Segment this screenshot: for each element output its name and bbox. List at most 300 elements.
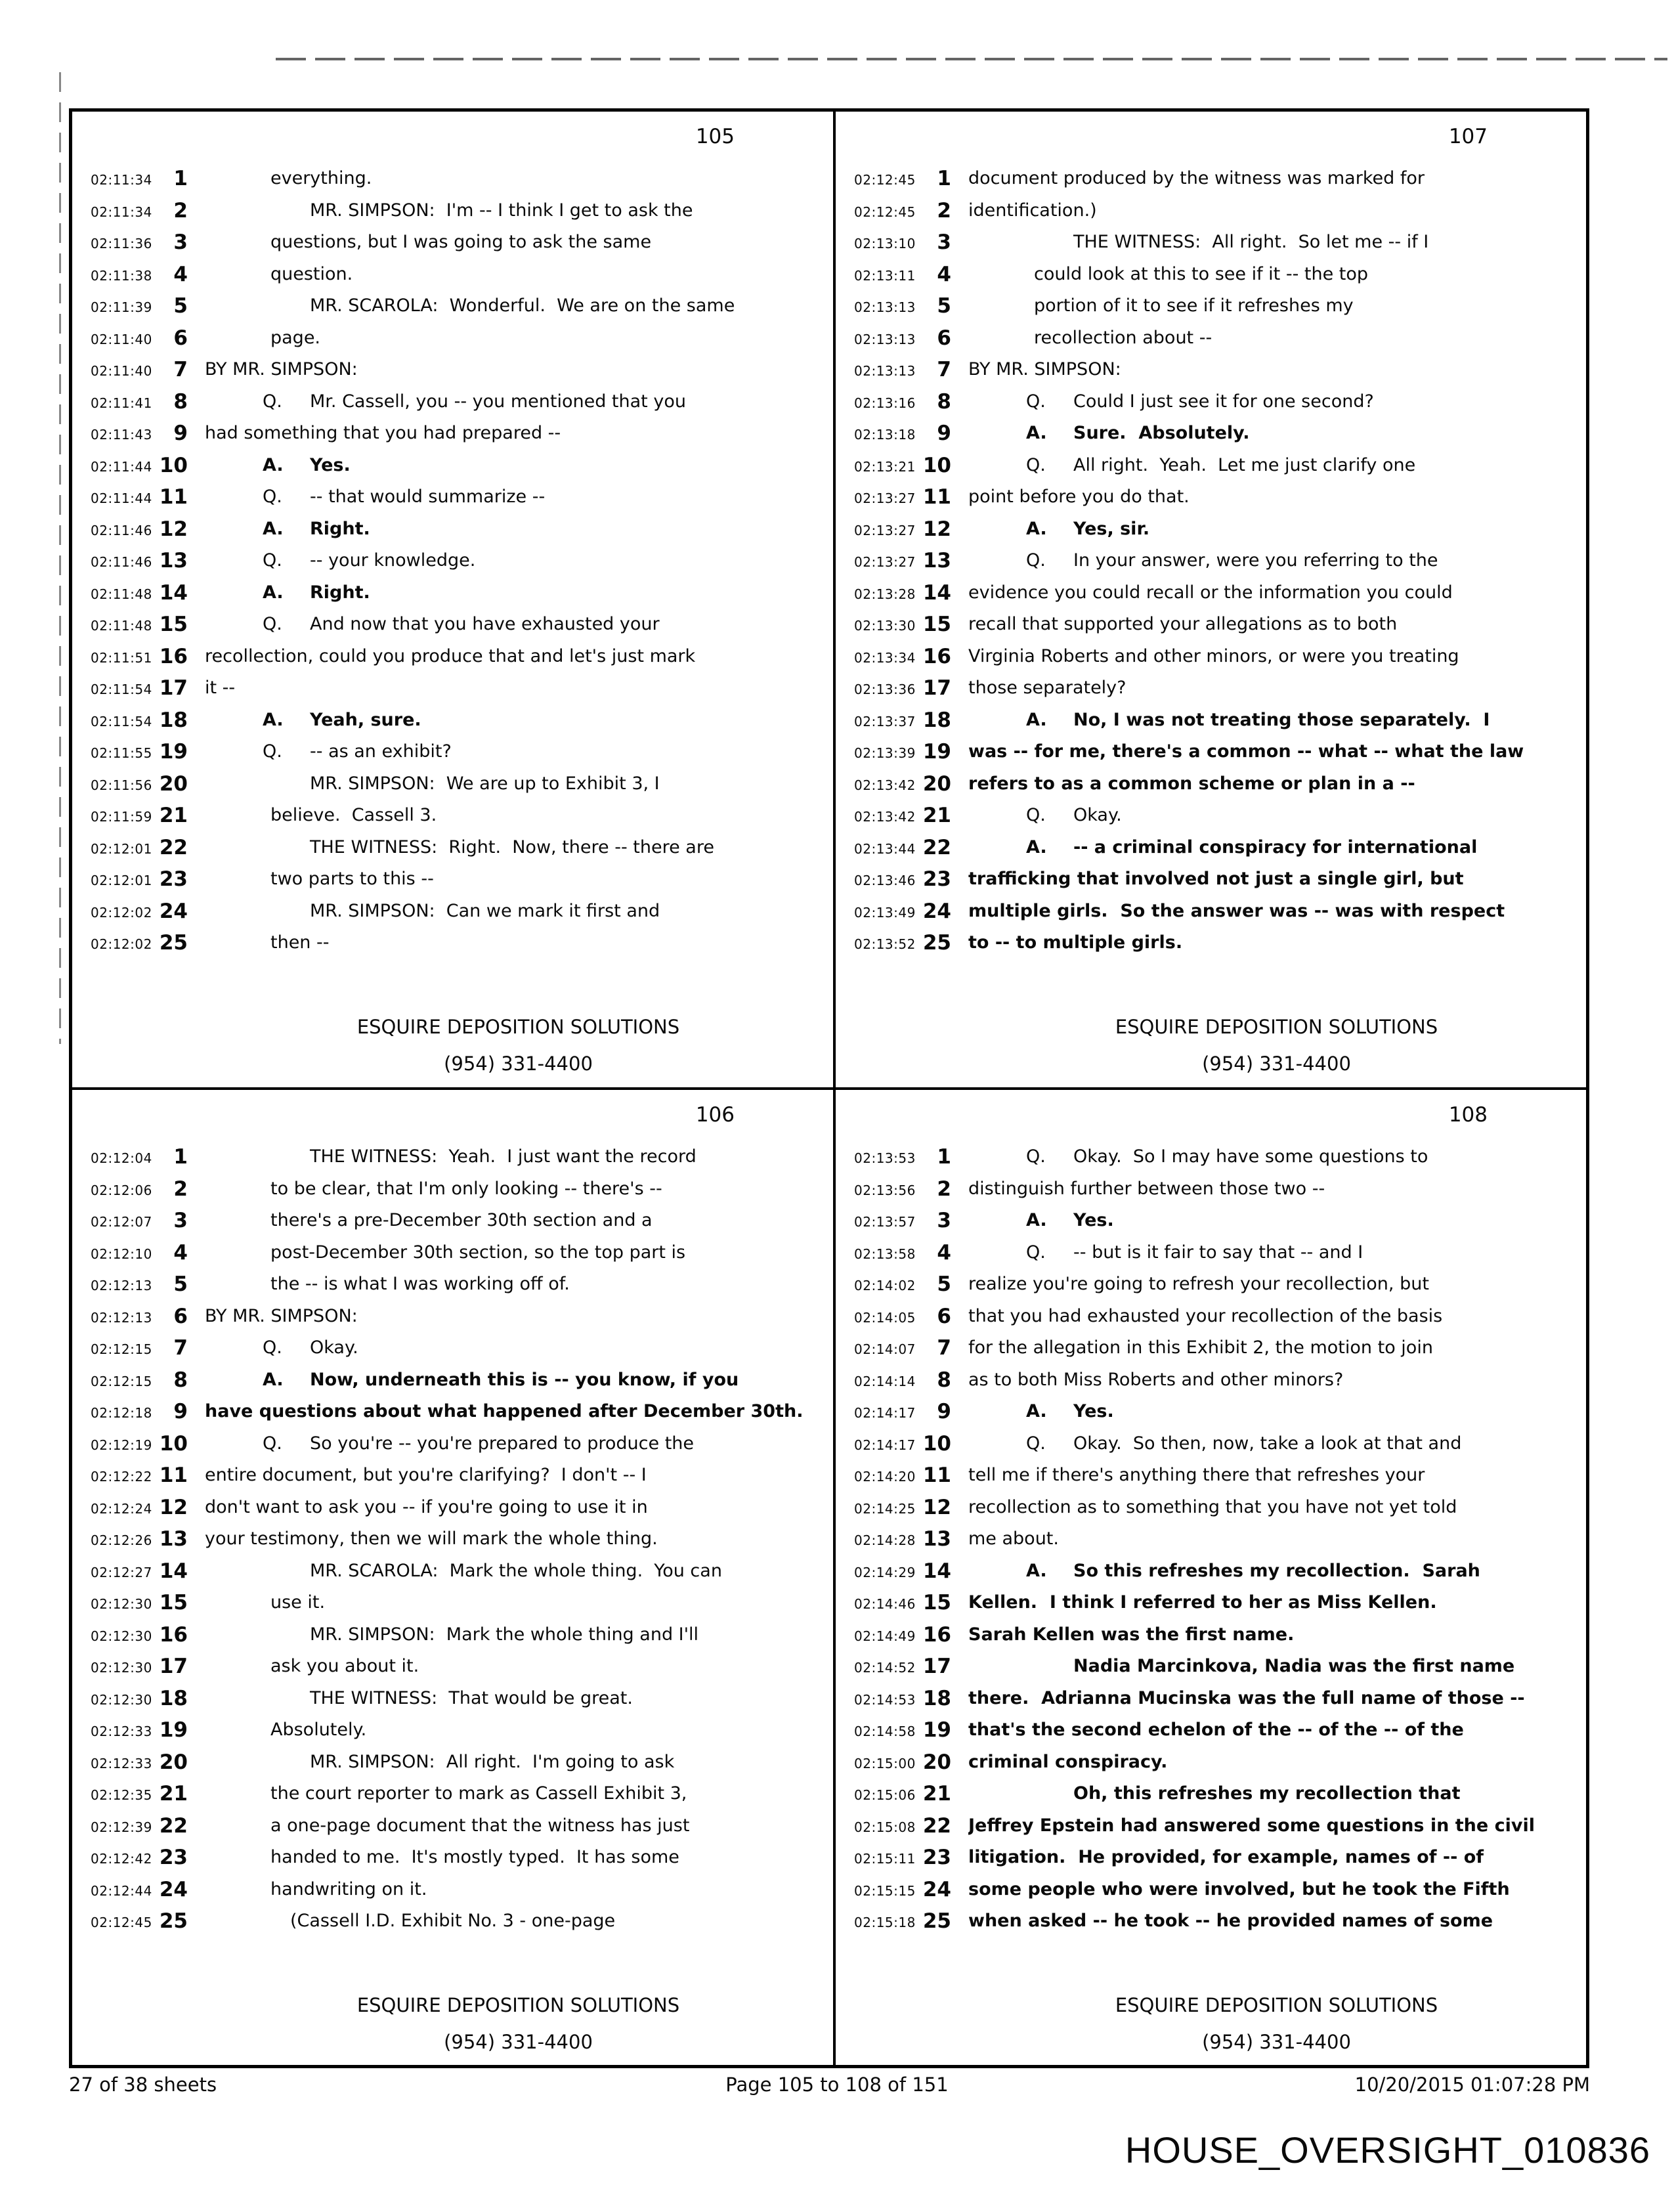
timestamp: 02:11:38 — [91, 267, 152, 284]
timestamp: 02:13:28 — [854, 586, 916, 602]
line-text — [968, 1462, 1586, 1488]
line-text — [205, 1590, 833, 1616]
line-body: criminal conspiracy. — [968, 1751, 1168, 1772]
transcript-line — [836, 1749, 1586, 1781]
line-number: 18 — [922, 708, 951, 732]
line-number: 22 — [159, 835, 188, 859]
timestamp: 02:14:20 — [854, 1469, 916, 1485]
transcript-line — [72, 261, 833, 293]
line-text — [205, 1367, 833, 1393]
transcript-line — [72, 898, 833, 930]
line-body: BY MR. SIMPSON: — [205, 1305, 358, 1326]
line-number: 6 — [937, 1304, 951, 1328]
line-number: 10 — [159, 453, 188, 477]
line-number: 25 — [159, 931, 188, 955]
timestamp: 02:12:13 — [91, 1278, 152, 1293]
line-text — [205, 866, 833, 892]
line-body: it -- — [205, 678, 236, 698]
page-footer — [967, 1991, 1586, 2066]
line-body: Mr. Cassell, you -- you mentioned that you — [310, 391, 686, 412]
line-number: 9 — [937, 1400, 951, 1423]
line-body: questions, but I was going to ask the same — [270, 232, 652, 252]
line-body: the court reporter to mark as Cassell Exhibit 3, — [270, 1783, 687, 1804]
timestamp: 02:12:02 — [91, 936, 152, 952]
transcript-line — [836, 866, 1586, 898]
line-number: 11 — [159, 485, 188, 509]
transcript-line — [72, 1685, 833, 1718]
line-body: Yes. — [1073, 1401, 1114, 1421]
timestamp: 02:14:02 — [854, 1278, 916, 1293]
line-body: recollection as to something that you have not yet told — [968, 1496, 1457, 1517]
line-body: MR. SIMPSON: All right. I'm going to ask — [310, 1751, 675, 1772]
line-number: 17 — [922, 676, 951, 700]
line-text — [205, 1717, 833, 1743]
line-body: a one-page document that the witness has just — [270, 1815, 690, 1836]
line-body: Jeffrey Epstein had answered some questions in the civil — [968, 1815, 1535, 1836]
line-text — [968, 1494, 1586, 1521]
line-number: 1 — [173, 167, 188, 190]
line-body: for the allegation in this Exhibit 2, the motion to join — [968, 1337, 1433, 1358]
line-body: THE WITNESS: All right. So let me -- if I — [1073, 232, 1429, 252]
qa-marker: Q. — [263, 1337, 282, 1358]
timestamp: 02:12:26 — [91, 1532, 152, 1548]
line-text — [968, 420, 1586, 446]
transcript-line — [72, 165, 833, 198]
timestamp: 02:13:46 — [854, 873, 916, 888]
line-number: 14 — [922, 1559, 951, 1583]
line-number: 15 — [159, 1591, 188, 1615]
timestamp: 02:12:24 — [91, 1500, 152, 1517]
transcript-line — [836, 1590, 1586, 1622]
timestamp: 02:12:10 — [91, 1246, 152, 1262]
line-text — [968, 1590, 1586, 1616]
line-text — [205, 802, 833, 829]
page-range: Page 105 to 108 of 151 — [725, 2073, 949, 2096]
line-text — [205, 325, 833, 351]
page-number: 108 — [1448, 1103, 1488, 1127]
timestamp: 02:13:18 — [854, 427, 916, 443]
line-number: 8 — [937, 389, 951, 414]
qa-marker: Q. — [1026, 1433, 1046, 1454]
transcript-line — [836, 1844, 1586, 1876]
line-number: 18 — [159, 1686, 188, 1710]
reporter-name: ESQUIRE DEPOSITION SOLUTIONS — [356, 1016, 680, 1038]
transcript-line — [72, 1526, 833, 1558]
line-text — [968, 580, 1586, 606]
timestamp: 02:12:15 — [91, 1341, 152, 1357]
line-text — [205, 643, 833, 670]
qa-marker: Q. — [263, 550, 282, 571]
line-text — [968, 325, 1586, 351]
transcript-page-108 — [836, 1090, 1586, 2066]
timestamp: 02:12:30 — [91, 1628, 152, 1644]
line-body: refers to as a common scheme or plan in a -- — [968, 773, 1415, 794]
line-text — [968, 1367, 1586, 1393]
line-text — [205, 707, 833, 733]
line-body: distinguish further between those two -- — [968, 1178, 1325, 1199]
line-number: 1 — [937, 1145, 951, 1169]
transcript-line — [836, 516, 1586, 548]
line-body: Yes. — [310, 454, 351, 475]
line-body: that's the second echelon of the -- of the -- of the — [968, 1720, 1464, 1740]
line-text — [968, 1749, 1586, 1775]
transcript-line — [836, 198, 1586, 230]
transcript-lines — [836, 165, 1586, 962]
reporter-name: ESQUIRE DEPOSITION SOLUTIONS — [1115, 1016, 1438, 1038]
line-body: tell me if there's anything there that refreshes your — [968, 1465, 1425, 1485]
line-number: 20 — [159, 771, 188, 796]
timestamp: 02:13:10 — [854, 236, 916, 251]
line-text — [205, 229, 833, 255]
timestamp: 02:13:30 — [854, 618, 916, 634]
transcript-line — [72, 1844, 833, 1876]
transcript-line — [72, 1622, 833, 1654]
transcript-line — [72, 420, 833, 452]
transcript-line — [836, 1367, 1586, 1399]
line-text — [205, 1558, 833, 1584]
line-number: 4 — [173, 262, 188, 286]
qa-marker: Q. — [263, 614, 282, 634]
line-body: use it. — [270, 1592, 326, 1613]
line-number: 8 — [173, 389, 188, 414]
transcript-line — [72, 1335, 833, 1367]
timestamp: 02:13:52 — [854, 936, 916, 952]
timestamp: 02:12:22 — [91, 1469, 152, 1485]
timestamp: 02:11:41 — [91, 395, 152, 411]
line-number: 19 — [922, 740, 951, 764]
timestamp: 02:13:27 — [854, 490, 916, 506]
line-body: evidence you could recall or the information you could — [968, 582, 1453, 603]
line-body: MR. SCAROLA: Wonderful. We are on the same — [310, 295, 735, 316]
transcript-line — [836, 484, 1586, 516]
line-text — [205, 1335, 833, 1361]
qa-marker: Q. — [263, 1433, 282, 1454]
line-text — [968, 1144, 1586, 1170]
qa-marker: Q. — [1026, 1146, 1046, 1167]
line-number: 3 — [937, 1209, 951, 1232]
timestamp: 02:11:59 — [91, 809, 152, 825]
line-body: Kellen. I think I referred to her as Miss Kellen. — [968, 1592, 1437, 1613]
transcript-line — [72, 580, 833, 612]
line-number: 24 — [159, 899, 188, 923]
line-text — [968, 389, 1586, 415]
line-text — [968, 1685, 1586, 1712]
qa-marker: Q. — [1026, 805, 1046, 825]
line-body: In your answer, were you referring to the — [1073, 550, 1438, 571]
timestamp: 02:11:55 — [91, 745, 152, 761]
transcript-line — [836, 1781, 1586, 1813]
line-text — [205, 611, 833, 638]
line-body: page. — [270, 327, 321, 348]
line-body: So you're -- you're prepared to produce the — [310, 1433, 695, 1454]
line-text — [205, 1462, 833, 1488]
line-body: -- as an exhibit? — [310, 741, 452, 762]
timestamp: 02:14:53 — [854, 1691, 916, 1708]
timestamp: 02:13:13 — [854, 331, 916, 347]
line-text — [205, 1303, 833, 1330]
qa-marker: A. — [1026, 836, 1047, 857]
line-number: 11 — [922, 1464, 951, 1487]
qa-marker: Q. — [263, 487, 282, 507]
line-number: 16 — [922, 1622, 951, 1647]
line-text — [968, 802, 1586, 829]
line-text — [205, 1144, 833, 1170]
line-number: 7 — [937, 1336, 951, 1360]
line-number: 15 — [922, 613, 951, 636]
line-text — [205, 1431, 833, 1457]
line-text — [205, 1813, 833, 1839]
line-body: recollection, could you produce that and let's just mark — [205, 645, 696, 666]
transcript-line — [72, 1176, 833, 1208]
transcript-line — [72, 1462, 833, 1494]
reporter-phone: (954) 331-4400 — [444, 2031, 593, 2053]
line-body: me about. — [968, 1529, 1059, 1549]
timestamp: 02:11:44 — [91, 490, 152, 506]
timestamp: 02:13:36 — [854, 682, 916, 697]
line-body: Now, underneath this is -- you know, if you — [310, 1369, 739, 1390]
transcript-line — [836, 643, 1586, 676]
line-body: had something that you had prepared -- — [205, 423, 561, 443]
line-body: believe. Cassell 3. — [270, 805, 437, 825]
timestamp: 02:13:16 — [854, 395, 916, 411]
transcript-line — [836, 1335, 1586, 1367]
transcript-line — [836, 1558, 1586, 1590]
line-text — [968, 1653, 1586, 1680]
transcript-line — [836, 1622, 1586, 1654]
line-text — [968, 739, 1586, 765]
line-text — [205, 1494, 833, 1521]
line-body: then -- — [270, 932, 330, 953]
line-body: those separately? — [968, 678, 1127, 698]
line-number: 4 — [937, 1240, 951, 1265]
transcript-page-106 — [72, 1090, 836, 2066]
line-number: 20 — [159, 1750, 188, 1774]
line-number: 16 — [922, 644, 951, 668]
line-number: 11 — [159, 1464, 188, 1487]
timestamp: 02:13:27 — [854, 522, 916, 538]
transcript-line — [72, 357, 833, 389]
line-number: 5 — [173, 294, 188, 318]
timestamp: 02:13:13 — [854, 299, 916, 315]
transcript-line — [72, 1303, 833, 1335]
timestamp: 02:11:54 — [91, 682, 152, 697]
transcript-line — [72, 1431, 833, 1463]
page-number: 107 — [1448, 125, 1488, 148]
transcript-line — [836, 548, 1586, 580]
timestamp: 02:12:04 — [91, 1150, 152, 1166]
timestamp: 02:12:01 — [91, 840, 152, 857]
transcript-page-105 — [72, 112, 836, 1090]
page-footer — [967, 1012, 1586, 1087]
line-number: 1 — [937, 167, 951, 190]
line-text — [205, 1781, 833, 1807]
line-number: 24 — [159, 1877, 188, 1901]
line-number: 11 — [922, 485, 951, 509]
line-text — [205, 293, 833, 319]
transcript-line — [72, 1749, 833, 1781]
line-body: No, I was not treating those separately. I — [1073, 709, 1490, 730]
line-number: 7 — [173, 1336, 188, 1360]
timestamp: 02:14:52 — [854, 1660, 916, 1676]
transcript-line — [836, 1908, 1586, 1940]
line-text — [968, 1240, 1586, 1266]
transcript-line — [836, 739, 1586, 771]
transcript-line — [836, 357, 1586, 389]
line-text — [205, 198, 833, 224]
line-text — [205, 1207, 833, 1234]
line-number: 9 — [173, 1400, 188, 1423]
line-body: question. — [270, 263, 353, 284]
line-number: 2 — [173, 198, 188, 223]
timestamp: 02:11:34 — [91, 204, 152, 220]
transcript-line — [72, 1144, 833, 1176]
timestamp: 02:13:49 — [854, 904, 916, 921]
line-text — [968, 261, 1586, 288]
timestamp: 02:11:43 — [91, 427, 152, 443]
reporter-phone: (954) 331-4400 — [1202, 1052, 1351, 1075]
line-number: 15 — [922, 1591, 951, 1615]
line-body: (Cassell I.D. Exhibit No. 3 - one-page — [290, 1911, 616, 1931]
line-number: 21 — [922, 804, 951, 827]
transcript-line — [72, 1399, 833, 1431]
qa-marker: Q. — [263, 741, 282, 762]
timestamp: 02:12:30 — [91, 1596, 152, 1612]
line-number: 21 — [159, 804, 188, 827]
line-text — [968, 357, 1586, 383]
transcript-line — [836, 165, 1586, 198]
line-body: Nadia Marcinkova, Nadia was the first name — [1073, 1656, 1515, 1676]
line-text — [205, 930, 833, 956]
line-number: 17 — [159, 676, 188, 700]
line-text — [968, 1876, 1586, 1903]
line-body: handed to me. It's mostly typed. It has some — [270, 1847, 679, 1867]
transcript-lines — [72, 1144, 833, 1940]
line-number: 23 — [159, 1846, 188, 1869]
line-body: MR. SIMPSON: I'm -- I think I get to ask the — [310, 200, 693, 221]
transcript-grid — [69, 108, 1589, 2068]
qa-marker: A. — [263, 582, 284, 603]
line-text — [205, 1399, 833, 1425]
timestamp: 02:12:30 — [91, 1660, 152, 1676]
transcript-line — [72, 930, 833, 962]
timestamp: 02:11:54 — [91, 713, 152, 729]
line-number: 22 — [159, 1813, 188, 1838]
timestamp: 02:11:46 — [91, 554, 152, 570]
qa-marker: A. — [263, 709, 284, 730]
transcript-line — [72, 229, 833, 261]
line-number: 21 — [159, 1782, 188, 1806]
line-number: 14 — [159, 580, 188, 605]
line-text — [968, 1717, 1586, 1743]
line-text — [968, 484, 1586, 510]
line-text — [968, 293, 1586, 319]
reporter-name: ESQUIRE DEPOSITION SOLUTIONS — [1115, 1994, 1438, 2016]
transcript-line — [72, 739, 833, 771]
line-number: 13 — [922, 1527, 951, 1551]
timestamp: 02:14:49 — [854, 1628, 916, 1644]
line-text — [205, 835, 833, 861]
line-body: some people who were involved, but he took the Fifth — [968, 1878, 1510, 1899]
line-text — [968, 165, 1586, 192]
timestamp: 02:12:45 — [854, 172, 916, 188]
transcript-line — [836, 930, 1586, 962]
transcript-line — [836, 580, 1586, 612]
line-body: point before you do that. — [968, 487, 1190, 507]
transcript-line — [836, 707, 1586, 739]
timestamp: 02:12:27 — [91, 1564, 152, 1580]
line-number: 13 — [922, 549, 951, 573]
line-text — [205, 165, 833, 192]
timestamp: 02:12:19 — [91, 1437, 152, 1453]
line-text — [968, 1431, 1586, 1457]
line-number: 19 — [159, 1718, 188, 1742]
transcript-line — [836, 1685, 1586, 1718]
line-text — [968, 835, 1586, 861]
line-number: 22 — [922, 1813, 951, 1838]
line-number: 4 — [937, 262, 951, 286]
transcript-lines — [836, 1144, 1586, 1940]
line-body: -- your knowledge. — [310, 550, 476, 571]
transcript-line — [836, 1462, 1586, 1494]
line-text — [968, 548, 1586, 574]
timestamp: 02:11:56 — [91, 777, 152, 793]
line-text — [968, 229, 1586, 255]
transcript-line — [836, 1303, 1586, 1335]
transcript-line — [836, 802, 1586, 835]
line-number: 14 — [159, 1559, 188, 1583]
line-body: -- a criminal conspiracy for international — [1073, 836, 1478, 857]
line-text — [968, 1781, 1586, 1807]
transcript-line — [72, 802, 833, 835]
line-number: 6 — [173, 1304, 188, 1328]
line-body: realize you're going to refresh your recollection, but — [968, 1274, 1429, 1294]
qa-marker: A. — [263, 1369, 284, 1390]
line-body: Yes. — [1073, 1210, 1114, 1230]
line-text — [968, 1271, 1586, 1297]
line-number: 22 — [922, 835, 951, 859]
line-body: document produced by the witness was marked for — [968, 168, 1425, 188]
timestamp: 02:13:11 — [854, 267, 916, 284]
scan-artifact-left — [59, 72, 61, 1044]
line-number: 3 — [173, 230, 188, 254]
timestamp: 02:14:17 — [854, 1437, 916, 1453]
line-text — [205, 1844, 833, 1871]
line-body: ask you about it. — [270, 1656, 419, 1676]
qa-marker: A. — [1026, 1210, 1047, 1230]
line-body: Okay. — [1073, 805, 1122, 825]
line-text — [968, 675, 1586, 701]
transcript-page-107 — [836, 112, 1586, 1090]
timestamp: 02:13:42 — [854, 809, 916, 825]
line-text — [205, 1653, 833, 1680]
timestamp: 02:12:18 — [91, 1405, 152, 1421]
transcript-line — [72, 1781, 833, 1813]
line-text — [968, 1813, 1586, 1839]
scan-artifact-top — [276, 58, 1667, 60]
line-body: Okay. So I may have some questions to — [1073, 1146, 1428, 1167]
bates-stamp: HOUSE_OVERSIGHT_010836 — [1125, 2129, 1650, 2171]
line-body: portion of it to see if it refreshes my — [1034, 295, 1354, 316]
timestamp: 02:15:11 — [854, 1851, 916, 1867]
transcript-line — [72, 325, 833, 357]
line-number: 9 — [173, 422, 188, 445]
line-body: BY MR. SIMPSON: — [968, 359, 1121, 380]
line-number: 1 — [173, 1145, 188, 1169]
line-text — [968, 1908, 1586, 1934]
timestamp: 02:11:40 — [91, 363, 152, 379]
line-body: Could I just see it for one second? — [1073, 391, 1374, 412]
line-number: 8 — [173, 1368, 188, 1392]
